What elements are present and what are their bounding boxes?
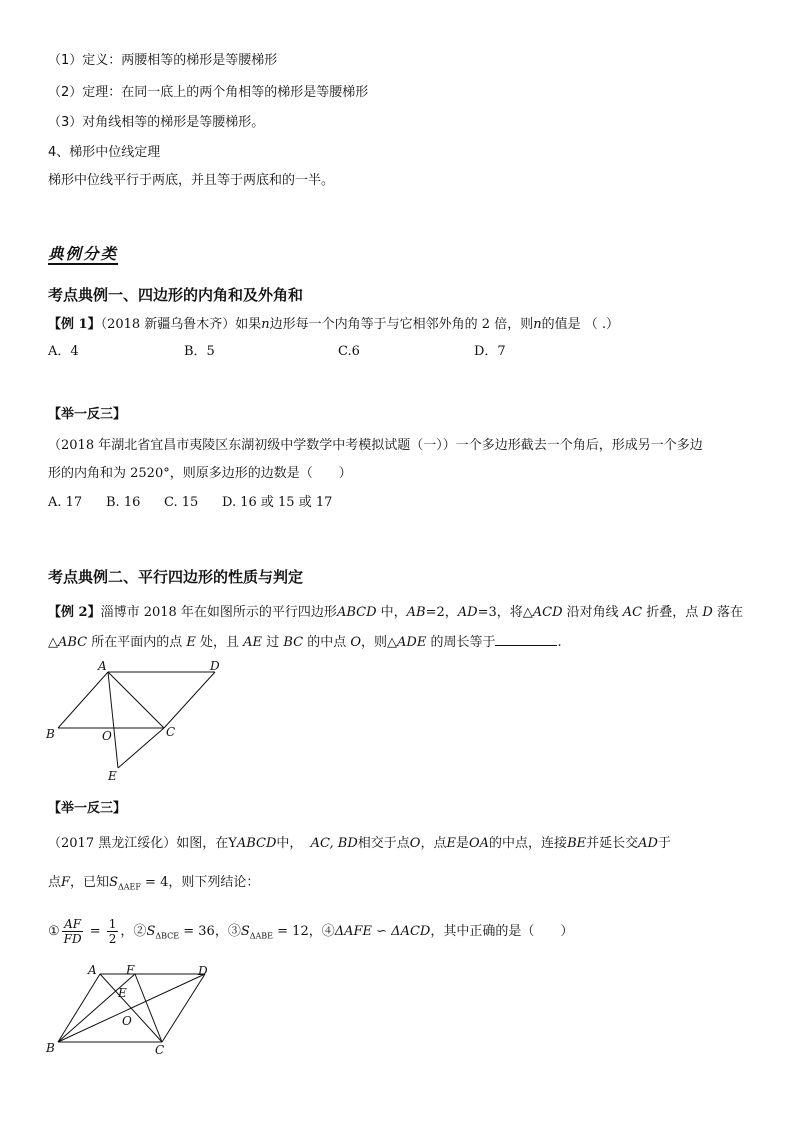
example1-option-b: B．5: [184, 344, 215, 359]
p2-a: （2017 黑龙江绥化）如图，在: [48, 836, 229, 851]
circle-3: ，③: [214, 924, 241, 939]
p2-h: 于: [657, 836, 671, 851]
label-D: D: [210, 659, 220, 673]
label-C: C: [166, 725, 176, 739]
p2-b: 中，: [276, 836, 303, 851]
p2-d: ，点: [420, 836, 447, 851]
fraction-half: [107, 917, 119, 946]
example1-part-b: 边形每一个内角等于与它相邻外角的 2 倍，则: [269, 317, 534, 332]
label2-D: D: [198, 964, 208, 978]
sub2: ΔBCE: [155, 931, 180, 941]
label2-C: C: [155, 1043, 165, 1057]
ex2-2c: 处，且: [195, 635, 244, 650]
fraction-af-fd: [62, 917, 84, 946]
answer-blank[interactable]: [495, 633, 557, 646]
p2-g: 并延长交: [586, 836, 639, 851]
ex2-ade: ADE: [397, 635, 427, 650]
parallelogram-figure-1: [40, 658, 240, 788]
ex2-2g: 的周长等于: [426, 635, 496, 650]
list-item-4-text: 梯形中位线平行于两底，并且等于两底和的一半。: [48, 173, 335, 188]
p2-sub: ΔAEF: [117, 882, 141, 892]
practice1-option-b: B. 16: [106, 495, 141, 510]
example2-line1: [48, 604, 743, 622]
ex2-2d: 过: [262, 635, 284, 650]
diagonal-ac: [108, 672, 164, 728]
example1-label: 【例 1】: [48, 317, 101, 332]
p2-f: 的中点，连接: [489, 836, 568, 851]
ex2-abc: ABC: [58, 635, 88, 650]
ex2-2b: 所在平面内的点: [87, 635, 187, 650]
parallelogram-symbol: Y: [228, 836, 237, 851]
var-n-2: n: [533, 317, 542, 332]
ex2-2e: 的中点: [303, 635, 351, 650]
p2-OA: OA: [469, 836, 490, 851]
example2-line2: [48, 633, 562, 652]
practice2-line1: [48, 835, 671, 853]
label2-O: O: [122, 1014, 132, 1028]
list-item-1: （1）定义：两腰相等的梯形是等腰梯形: [48, 53, 278, 68]
example1-option-a: A．4: [48, 344, 79, 359]
label-E: E: [108, 769, 117, 783]
list-item-2: （2）定理：在同一底上的两个角相等的梯形是等腰梯形: [48, 85, 369, 100]
p2-abcd: ABCD: [236, 836, 277, 851]
circle-2: ，②: [120, 924, 147, 939]
segment-bf: [58, 974, 135, 1042]
ex2-ad: AD: [457, 605, 478, 620]
ex2-e: 沿对角线: [562, 605, 623, 620]
circle-4: ，④: [308, 924, 335, 939]
half-den: 2: [108, 932, 117, 946]
practice1-option-c: C. 15: [164, 495, 199, 510]
ex2-g: 落在: [712, 605, 743, 620]
label2-A: A: [88, 963, 97, 977]
half-num: 1: [108, 917, 117, 931]
conclusions-end: ，其中正确的是（ ）: [430, 924, 574, 939]
label2-F: F: [126, 963, 135, 977]
example1-part-c: 的值是 （ .）: [541, 317, 619, 332]
ex2-D: D: [702, 605, 713, 620]
p2-2d: ，则下列结论：: [168, 875, 260, 890]
ex2-bc: BC: [283, 635, 304, 650]
topic2-title: 考点典例二、平行四边形的性质与判定: [48, 568, 304, 586]
p2-e: 是: [455, 836, 469, 851]
edge-ab: [58, 672, 108, 728]
p2-c: 相交于点: [357, 836, 410, 851]
p2-O: O: [409, 836, 421, 851]
ex2-d: =3，将△: [477, 605, 533, 620]
var-n: n: [261, 317, 270, 332]
ex2-E: E: [186, 635, 196, 650]
p2-S: S: [109, 875, 118, 890]
p2-2c: = 4: [140, 875, 169, 890]
ex2-ab: AB: [406, 605, 426, 620]
ex2-ac: AC: [622, 605, 643, 620]
practice1-line1: （2018 年湖北省宜昌市夷陵区东湖初级中学数学中考模拟试题（一））一个多边形截去一个角后，形成另一个多边: [48, 438, 703, 453]
ex2-b: 中，: [376, 605, 407, 620]
ex2-acd: ACD: [532, 605, 563, 620]
list-item-3: （3）对角线相等的梯形是等腰梯形。: [48, 115, 265, 130]
ex2-2f: ，则△: [361, 635, 398, 650]
ex2-O: O: [350, 635, 362, 650]
practice1-option-d: D. 16 或 15 或 17: [222, 495, 333, 510]
edge-cd: [164, 672, 215, 728]
sub3: ΔABE: [249, 931, 274, 941]
p2-acbd: AC, BD: [310, 836, 358, 851]
p2-F: F: [61, 875, 71, 890]
example1-option-c: C.6: [338, 344, 360, 359]
segment-ae: [108, 672, 118, 768]
circle-1: ①: [48, 924, 60, 939]
p2-AD: AD: [638, 836, 658, 851]
ex2-abcd: ABCD: [336, 605, 377, 620]
conclusions-line: [48, 916, 573, 953]
practice1-label: 【举一反三】: [48, 407, 127, 422]
segment-fc: [135, 974, 162, 1042]
label2-E: E: [118, 986, 127, 1000]
ex2-f: 折叠，点: [642, 605, 703, 620]
ex2-ae: AE: [243, 635, 263, 650]
label-B: B: [46, 727, 55, 741]
segment-ec: [118, 728, 164, 768]
example2-label: 【例 2】: [48, 605, 101, 620]
v2: = 36: [179, 924, 215, 939]
p2-2b: ，已知: [70, 875, 110, 890]
practice2-label: 【举一反三】: [48, 801, 127, 816]
ex2-a: 淄博市 2018 年在如图所示的平行四边形: [100, 605, 337, 620]
S3: S: [240, 924, 250, 939]
S2: S: [146, 924, 156, 939]
ex2-2a: △: [48, 635, 58, 650]
example1-part-a: （2018 新疆乌鲁木齐）如果: [100, 317, 262, 332]
label-A: A: [98, 659, 107, 673]
practice1-line2: 形的内角和为 2520°，则原多边形的边数是（ ）: [48, 466, 352, 481]
practice2-line2: [48, 874, 259, 897]
section-title: 典例分类: [48, 244, 119, 263]
similarity: ΔAFE ∽ ΔACD: [334, 924, 431, 939]
p2-2a: 点: [48, 875, 62, 890]
list-item-4-title: 4、梯形中位线定理: [48, 145, 161, 160]
p2-E: E: [446, 836, 456, 851]
equals: =: [85, 924, 105, 939]
example1-text: [48, 316, 619, 334]
example1-option-d: D．7: [474, 344, 506, 359]
label2-B: B: [46, 1041, 55, 1055]
p2-BE: BE: [567, 836, 587, 851]
frac-num: AF: [64, 917, 82, 931]
frac-den: FD: [63, 932, 82, 946]
topic1-title: 考点典例一、四边形的内角和及外角和: [48, 286, 304, 304]
label-O: O: [102, 729, 112, 743]
v3: = 12: [273, 924, 309, 939]
practice1-option-a: A. 17: [48, 495, 83, 510]
ex2-c: =2，: [425, 605, 458, 620]
parallelogram-figure-2: [40, 962, 230, 1062]
ex2-end: .: [557, 635, 562, 650]
